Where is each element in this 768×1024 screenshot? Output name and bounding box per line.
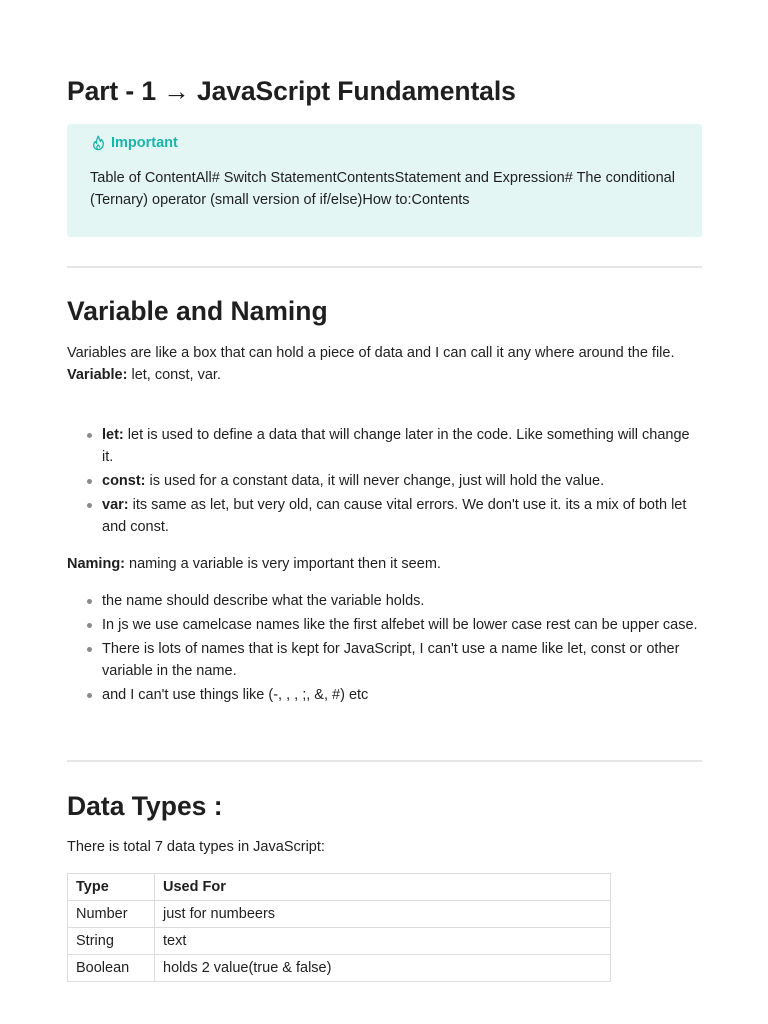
list-item-text: and I can't use things like (-, , , ;, &, #) etc — [102, 687, 369, 703]
variables-keywords-text: let, const, var. — [127, 367, 221, 383]
variables-intro-text: Variables are like a box that can hold a piece of data and I can call it any where around the file. — [67, 345, 675, 361]
list-item-text: In js we use camelcase names like the first alfebet will be lower case rest can be upper case. — [102, 617, 698, 633]
bullet-dot — [87, 693, 92, 698]
list-item-text: its same as let, but very old, can cause vital errors. We don't use it. its a mix of both let and const. — [102, 497, 687, 535]
list-item-text: the name should describe what the variable holds. — [102, 593, 425, 609]
data-types-intro: There is total 7 data types in JavaScript: — [67, 839, 325, 855]
table-cell: String — [68, 928, 155, 955]
naming-label: Naming: — [67, 556, 125, 572]
list-item — [67, 424, 702, 468]
callout-body: Table of ContentAll# Switch StatementContentsStatement and Expression# The conditional (Ternary) operator (small version of if/else)How to:Contents — [90, 170, 675, 208]
bullet-dot — [87, 433, 92, 438]
list-item — [67, 470, 702, 492]
table-row — [68, 955, 611, 982]
list-item — [67, 590, 702, 612]
variable-keyword-list — [67, 424, 702, 540]
list-item-text: is used for a constant data, it will never change, just will hold the value. — [145, 473, 605, 489]
callout-header — [91, 135, 178, 151]
flame-icon — [91, 135, 106, 151]
table-cell: Number — [68, 901, 155, 928]
table-header-row — [68, 874, 611, 901]
list-item — [67, 638, 702, 682]
table-row — [68, 928, 611, 955]
table-cell: Boolean — [68, 955, 155, 982]
table-cell: holds 2 value(true & false) — [155, 955, 611, 982]
callout-heading: Important — [111, 135, 178, 151]
section-heading-data-types: Data Types : — [67, 791, 223, 821]
naming-text: naming a variable is very important then it seem. — [125, 556, 441, 572]
list-item — [67, 684, 702, 706]
bullet-dot — [87, 479, 92, 484]
table-cell: text — [155, 928, 611, 955]
list-item-text: There is lots of names that is kept for JavaScript, I can't use a name like let, const or other variable in the name. — [102, 641, 680, 679]
column-header: Type — [68, 874, 155, 901]
naming-rules-list — [67, 590, 702, 708]
bullet-dot — [87, 647, 92, 652]
bullet-dot — [87, 623, 92, 628]
variables-keywords-label: Variable: — [67, 367, 128, 383]
list-item — [67, 614, 702, 636]
table-row — [68, 901, 611, 928]
list-item-term: let: — [102, 427, 124, 443]
naming-paragraph — [67, 553, 702, 575]
section-heading-variables: Variable and Naming — [67, 296, 328, 326]
bullet-dot — [87, 599, 92, 604]
variables-intro — [67, 342, 702, 386]
column-header: Used For — [155, 874, 611, 901]
list-item-term: const: — [102, 473, 146, 489]
bullet-dot — [87, 503, 92, 508]
list-item — [67, 494, 702, 538]
divider — [67, 266, 702, 268]
important-callout — [67, 124, 702, 237]
list-item-text: let is used to define a data that will change later in the code. Like something will change it. — [102, 427, 690, 465]
list-item-term: var: — [102, 497, 129, 513]
data-types-table — [67, 873, 611, 982]
page-title: Part - 1 → JavaScript Fundamentals — [67, 76, 516, 106]
divider — [67, 760, 702, 762]
table-cell: just for numbeers — [155, 901, 611, 928]
